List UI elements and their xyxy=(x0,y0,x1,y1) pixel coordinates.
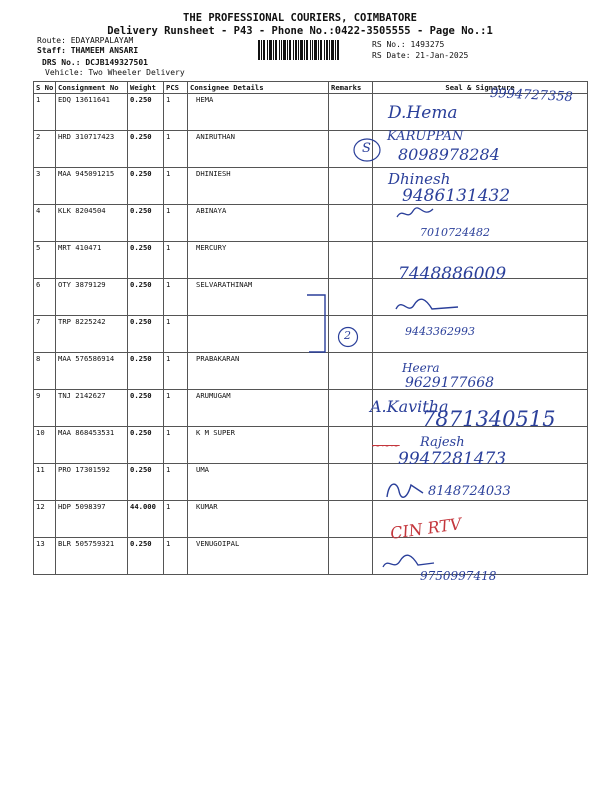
cell-remarks xyxy=(329,427,373,464)
route-line xyxy=(37,36,133,45)
cell-consignee: DHINIESH xyxy=(188,168,329,205)
cell-weight: 0.250 xyxy=(128,242,164,279)
cell-sno: 5 xyxy=(34,242,56,279)
rs-date-line xyxy=(372,51,468,60)
col-header-consignment: Consignment No xyxy=(56,82,128,94)
cell-consignee: PRABAKARAN xyxy=(188,353,329,390)
cell-sno: 13 xyxy=(34,538,56,575)
col-header-weight: Weight xyxy=(128,82,164,94)
table-row xyxy=(34,501,588,538)
cell-pcs: 1 xyxy=(164,205,188,242)
route-value: EDAYARPALAYAM xyxy=(70,36,134,45)
cell-weight: 0.250 xyxy=(128,464,164,501)
handwriting-r1-name: D.Hema xyxy=(388,103,458,123)
drs-label: DRS No.: xyxy=(42,58,81,67)
cell-remarks xyxy=(329,390,373,427)
cell-pcs: 1 xyxy=(164,427,188,464)
cell-consignment: BLR 505759321 xyxy=(56,538,128,575)
cell-consignee: KUMAR xyxy=(188,501,329,538)
handwriting-r8-name: Heera xyxy=(402,361,440,375)
cell-remarks xyxy=(329,538,373,575)
cell-sno: 3 xyxy=(34,168,56,205)
staff-line xyxy=(37,46,138,55)
col-header-consignee: Consignee Details xyxy=(188,82,329,94)
cell-consignment: MAA 576586914 xyxy=(56,353,128,390)
drs-line xyxy=(42,58,148,67)
cell-remarks xyxy=(329,168,373,205)
rs-no-label: RS No.: xyxy=(372,40,406,49)
cell-sno: 6 xyxy=(34,279,56,316)
bracket-mark xyxy=(305,292,329,356)
handwriting-r1-phone: 9994727358 xyxy=(489,85,574,106)
cell-remarks xyxy=(329,501,373,538)
cell-consignee: UMA xyxy=(188,464,329,501)
cell-sno: 8 xyxy=(34,353,56,390)
cell-consignee: K M SUPER xyxy=(188,427,329,464)
rs-no-value: 1493275 xyxy=(410,40,445,49)
cell-consignment: TRP 8225242 xyxy=(56,316,128,353)
handwriting-r3-phone: 9486131432 xyxy=(402,186,511,206)
cell-sno: 9 xyxy=(34,390,56,427)
cell-consignee: ANIRUTHAN xyxy=(188,131,329,168)
col-header-signature: Seal & Signature xyxy=(373,82,588,94)
handwriting-r2-name: KARUPPAN xyxy=(387,129,464,144)
drs-value: DCJB149327501 xyxy=(85,58,148,67)
cell-consignment: MAA 945091215 xyxy=(56,168,128,205)
handwriting-r9-name: A.Kavitha xyxy=(370,397,449,416)
handwriting-r2-phone: 8098978284 xyxy=(398,145,500,164)
cell-consignment: PRO 17301592 xyxy=(56,464,128,501)
handwriting-r7-mark: 2 xyxy=(344,329,351,342)
runsheet-subtitle: Delivery Runsheet - P43 - Phone No.:0422-3505555 - Page No.:1 xyxy=(107,25,493,37)
cell-consignment: OTY 3879129 xyxy=(56,279,128,316)
signature-r4-mark xyxy=(395,205,435,223)
barcode xyxy=(258,40,340,60)
vehicle-value: Two Wheeler Delivery xyxy=(88,68,185,77)
table-row xyxy=(34,353,588,390)
cell-remarks xyxy=(329,242,373,279)
cell-remarks xyxy=(329,353,373,390)
handwriting-r9-phone: 7871340515 xyxy=(422,407,556,431)
cell-remarks xyxy=(329,94,373,131)
cell-remarks xyxy=(329,205,373,242)
cell-pcs: 1 xyxy=(164,242,188,279)
col-header-sno: S No xyxy=(34,82,56,94)
table-row xyxy=(34,205,588,242)
rs-no-line xyxy=(372,40,444,49)
cell-consignee: ARUMUGAM xyxy=(188,390,329,427)
cell-sno: 10 xyxy=(34,427,56,464)
handwriting-r12-note: CIN RTV xyxy=(389,514,463,543)
cell-pcs: 1 xyxy=(164,538,188,575)
cell-sno: 4 xyxy=(34,205,56,242)
handwriting-r10-strike: ~~~ xyxy=(372,439,400,452)
cell-consignment: HRD 310717423 xyxy=(56,131,128,168)
cell-pcs: 1 xyxy=(164,501,188,538)
handwriting-r13-phone: 9750997418 xyxy=(420,569,497,583)
rs-date-label: RS Date: xyxy=(372,51,411,60)
cell-consignment: HDP 5098397 xyxy=(56,501,128,538)
signature-r6-mark xyxy=(392,295,462,317)
cell-consignment: MAA 868453531 xyxy=(56,427,128,464)
signature-r11-mark xyxy=(383,477,427,503)
cell-sno: 12 xyxy=(34,501,56,538)
cell-weight: 0.250 xyxy=(128,427,164,464)
cell-pcs: 1 xyxy=(164,464,188,501)
cell-sno: 2 xyxy=(34,131,56,168)
rs-date-value: 21-Jan-2025 xyxy=(415,51,469,60)
cell-consignee: MERCURY xyxy=(188,242,329,279)
cell-remarks xyxy=(329,279,373,316)
cell-sno: 7 xyxy=(34,316,56,353)
cell-remarks xyxy=(329,464,373,501)
handwriting-r10-name: Rajesh xyxy=(420,435,465,450)
cell-pcs: 1 xyxy=(164,353,188,390)
cell-sno: 1 xyxy=(34,94,56,131)
vehicle-label: Vehicle: xyxy=(45,68,84,77)
cell-pcs: 1 xyxy=(164,94,188,131)
cell-consignment: KLK 8204504 xyxy=(56,205,128,242)
cell-weight: 0.250 xyxy=(128,168,164,205)
cell-pcs: 1 xyxy=(164,316,188,353)
cell-weight: 0.250 xyxy=(128,94,164,131)
col-header-pcs: PCS xyxy=(164,82,188,94)
cell-pcs: 1 xyxy=(164,390,188,427)
cell-consignee: ABINAYA xyxy=(188,205,329,242)
handwriting-r7-phone: 9443362993 xyxy=(405,325,475,338)
handwriting-r4-phone: 7010724482 xyxy=(420,226,490,239)
cell-pcs: 1 xyxy=(164,168,188,205)
cell-consignment: TNJ 2142627 xyxy=(56,390,128,427)
cell-weight: 0.250 xyxy=(128,390,164,427)
col-header-remarks: Remarks xyxy=(329,82,373,94)
cell-weight: 0.250 xyxy=(128,316,164,353)
handwriting-r3-name: Dhinesh xyxy=(388,170,451,188)
table-row xyxy=(34,538,588,575)
cell-pcs: 1 xyxy=(164,279,188,316)
cell-consignment: MRT 410471 xyxy=(56,242,128,279)
cell-weight: 44.000 xyxy=(128,501,164,538)
cell-weight: 0.250 xyxy=(128,279,164,316)
cell-consignee: SELVARATHINAM xyxy=(188,279,329,316)
handwriting-r10-phone: 9947281473 xyxy=(398,449,507,469)
cell-consignee: HEMA xyxy=(188,94,329,131)
vehicle-line xyxy=(45,68,185,77)
cell-weight: 0.250 xyxy=(128,131,164,168)
handwriting-r2-seal: S xyxy=(362,141,371,156)
cell-sno: 11 xyxy=(34,464,56,501)
handwriting-r5-phone: 7448886009 xyxy=(398,264,507,284)
cell-consignee: VENUGOIPAL xyxy=(188,538,329,575)
route-label: Route: xyxy=(37,36,66,45)
cell-pcs: 1 xyxy=(164,131,188,168)
cell-weight: 0.250 xyxy=(128,205,164,242)
staff-value: THAMEEM ANSARI xyxy=(70,46,139,55)
table-row xyxy=(34,131,588,168)
staff-label: Staff: xyxy=(37,46,66,55)
handwriting-r11-phone: 8148724033 xyxy=(428,484,511,499)
cell-weight: 0.250 xyxy=(128,538,164,575)
company-title: THE PROFESSIONAL COURIERS, COIMBATORE xyxy=(183,12,417,24)
cell-weight: 0.250 xyxy=(128,353,164,390)
cell-consignment: EDQ 13611641 xyxy=(56,94,128,131)
handwriting-r8-phone: 9629177668 xyxy=(405,375,495,391)
